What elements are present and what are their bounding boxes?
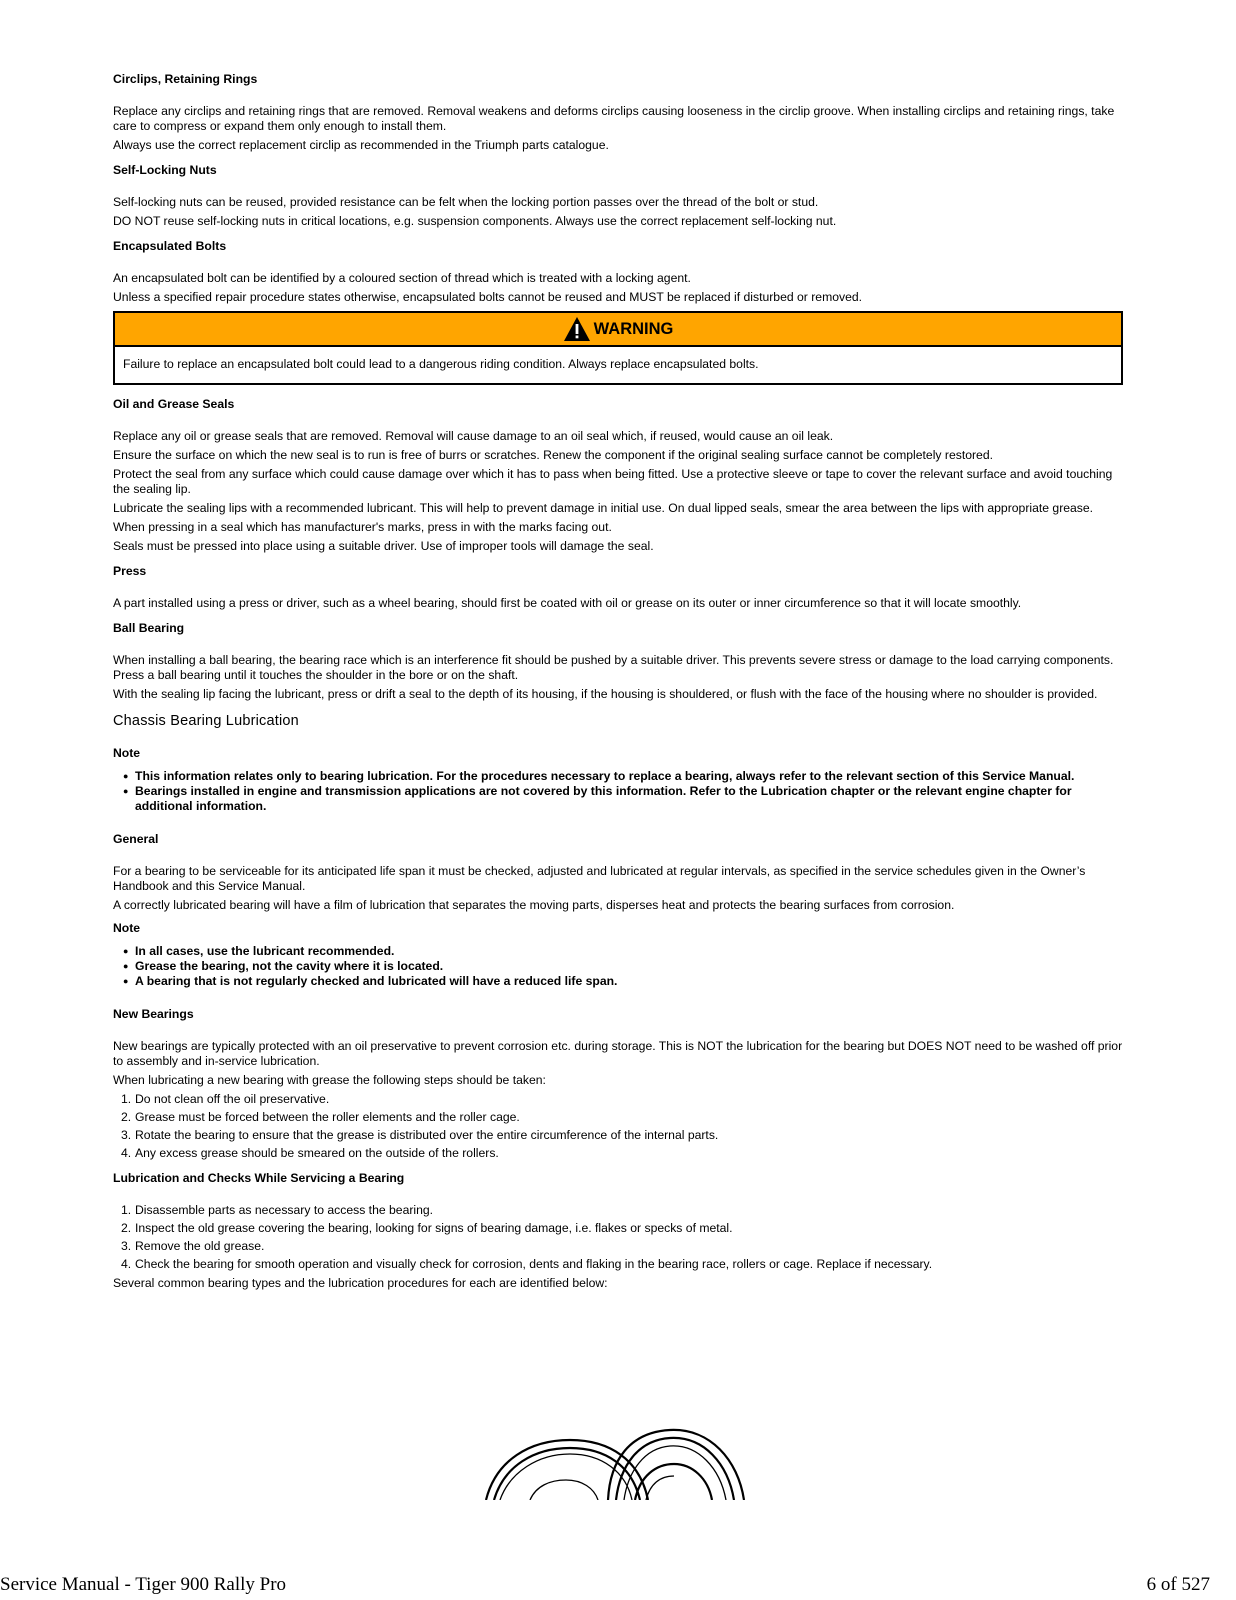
page-content: [113, 72, 1123, 1295]
encapsulated-para-1: An encapsulated bolt can be identified by a coloured section of thread which is treated with a locking agent.: [113, 271, 691, 285]
heading-self-locking-nuts: Self-Locking Nuts: [113, 163, 217, 177]
heading-encapsulated-bolts: Encapsulated Bolts: [113, 239, 227, 253]
warning-label: WARNING: [593, 319, 674, 338]
encapsulated-para-2: Unless a specified repair procedure states otherwise, encapsulated bolts cannot be reused and MUST be replaced if disturbed or removed.: [113, 290, 863, 304]
ball-bearing-para-2: With the sealing lip facing the lubricant, press or drift a seal to the depth of its housing, if the housing is shouldered, or flush with the face of the housing where no shoulder is provided.: [113, 687, 1098, 701]
heading-lubrication-checks: Lubrication and Checks While Servicing a Bearing: [113, 1171, 405, 1185]
note-label: Note: [113, 921, 141, 935]
general-para-1: For a bearing to be serviceable for its anticipated life span it must be checked, adjusted and lubricated at regular intervals, as specified in the service schedules given in the Owner’s Handbook and this Service Manual.: [113, 864, 1086, 893]
press-para: A part installed using a press or driver, such as a wheel bearing, should first be coated with oil or grease on its outer or inner circumference so that it will locate smoothly.: [113, 596, 1022, 610]
general-notes: [113, 944, 1123, 989]
new-bearings-para-2: When lubricating a new bearing with grease the following steps should be taken:: [113, 1073, 546, 1087]
step-number: 3.: [121, 1128, 132, 1142]
footer-manual-title: Service Manual - Tiger 900 Rally Pro: [0, 1574, 287, 1595]
new-bearings-para-1: New bearings are typically protected with an oil preservative to prevent corrosion etc. during storage. This is NOT the lubrication for the bearing but DOES NOT need to be washed off prior to assembly and in-service lubrication.: [113, 1039, 1123, 1068]
footer-page-number: 6 of 527: [1146, 1574, 1210, 1595]
seals-para: Replace any oil or grease seals that are removed. Removal will cause damage to an oil seal which, if reused, would cause an oil leak.: [113, 429, 834, 443]
step-item: [113, 1110, 1123, 1125]
note-label: Note: [113, 746, 141, 760]
step-item: [113, 1203, 1123, 1218]
warning-text: Failure to replace an encapsulated bolt could lead to a dangerous riding condition. Always replace encapsulated bolts.: [123, 357, 759, 371]
step-number: 4.: [121, 1146, 132, 1160]
step-text: Disassemble parts as necessary to access the bearing.: [135, 1203, 434, 1217]
seals-para: When pressing in a seal which has manufacturer's marks, press in with the marks facing out.: [113, 520, 612, 534]
circlips-para-2: Always use the correct replacement circlip as recommended in the Triumph parts catalogue.: [113, 138, 609, 152]
step-text: Inspect the old grease covering the bearing, looking for signs of bearing damage, i.e. flakes or specks of metal.: [135, 1221, 733, 1235]
step-item: [113, 1257, 1123, 1272]
step-item: [113, 1092, 1123, 1107]
warning-triangle-icon: [563, 316, 591, 342]
general-para-2: A correctly lubricated bearing will have a film of lubrication that separates the moving parts, disperses heat and protects the bearing surfaces from corrosion.: [113, 898, 955, 912]
note-item: ● In all cases, use the lubricant recommended.: [113, 944, 1123, 959]
note-item: ● This information relates only to bearing lubrication. For the procedures necessary to replace a bearing, always refer to the relevant section of this Service Manual.: [113, 769, 1123, 784]
warning-header: [115, 313, 1121, 347]
note-item: ● Grease the bearing, not the cavity where it is located.: [113, 959, 1123, 974]
step-text: Check the bearing for smooth operation and visually check for corrosion, dents and flaking in the bearing race, rollers or cage. Replace if necessary.: [135, 1257, 933, 1271]
heading-new-bearings: New Bearings: [113, 1007, 194, 1021]
note-item: ● A bearing that is not regularly checked and lubricated will have a reduced life span.: [113, 974, 1123, 989]
warning-box: [113, 311, 1123, 385]
heading-chassis-bearing-lubrication: Chassis Bearing Lubrication: [113, 713, 299, 729]
self-locking-para-1: Self-locking nuts can be reused, provided resistance can be felt when the locking portion passes over the thread of the bolt or stud.: [113, 195, 819, 209]
step-text: Rotate the bearing to ensure that the grease is distributed over the entire circumference of the internal parts.: [135, 1128, 719, 1142]
step-number: 3.: [121, 1239, 132, 1253]
chassis-notes: [113, 769, 1123, 814]
step-number: 2.: [121, 1221, 132, 1235]
step-text: Grease must be forced between the roller elements and the roller cage.: [135, 1110, 520, 1124]
ball-bearing-para-1: When installing a ball bearing, the bearing race which is an interference fit should be pushed by a suitable driver. This prevents severe stress or damage to the load carrying components. Press a ball bearing until it touches the shoulder in the bore or on the shaft.: [113, 653, 1114, 682]
circlips-para-1: Replace any circlips and retaining rings that are removed. Removal weakens and deforms circlips causing looseness in the circlip groove. When installing circlips and retaining rings, take care to compress or expand them only enough to install them.: [113, 104, 1115, 133]
step-item: [113, 1128, 1123, 1143]
ball-bearing-illustration: [470, 1420, 760, 1500]
note-item: ● Bearings installed in engine and transmission applications are not covered by this information. Refer to the Lubrication chapter or the relevant engine chapter for additional information.: [113, 784, 1123, 814]
seals-para: Seals must be pressed into place using a suitable driver. Use of improper tools will damage the seal.: [113, 539, 654, 553]
step-text: Do not clean off the oil preservative.: [135, 1092, 330, 1106]
step-item: [113, 1146, 1123, 1161]
seals-para: Ensure the surface on which the new seal is to run is free of burrs or scratches. Renew the component if the original sealing surface cannot be completely restored.: [113, 448, 993, 462]
step-text: Any excess grease should be smeared on the outside of the rollers.: [135, 1146, 499, 1160]
seals-para: Protect the seal from any surface which could cause damage over which it has to pass when being fitted. Use a protective sleeve or tape to cover the relevant surface and avoid touching the sealing lip.: [113, 467, 1113, 496]
seals-para: Lubricate the sealing lips with a recommended lubricant. This will help to prevent damage in initial use. On dual lipped seals, smear the area between the lips with appropriate grease.: [113, 501, 1094, 515]
step-text: Remove the old grease.: [135, 1239, 265, 1253]
step-number: 1.: [121, 1092, 132, 1106]
new-bearings-steps: [113, 1092, 1123, 1161]
step-number: 4.: [121, 1257, 132, 1271]
heading-oil-grease-seals: Oil and Grease Seals: [113, 397, 235, 411]
step-number: 1.: [121, 1203, 132, 1217]
step-item: [113, 1239, 1123, 1254]
checks-closing-para: Several common bearing types and the lubrication procedures for each are identified below:: [113, 1276, 608, 1290]
step-item: [113, 1221, 1123, 1236]
heading-ball-bearing: Ball Bearing: [113, 621, 185, 635]
checks-steps: [113, 1203, 1123, 1272]
heading-general: General: [113, 832, 159, 846]
heading-circlips: Circlips, Retaining Rings: [113, 72, 258, 86]
step-number: 2.: [121, 1110, 132, 1124]
self-locking-para-2: DO NOT reuse self-locking nuts in critical locations, e.g. suspension components. Always use the correct replacement self-locking nut.: [113, 214, 837, 228]
heading-press: Press: [113, 564, 147, 578]
